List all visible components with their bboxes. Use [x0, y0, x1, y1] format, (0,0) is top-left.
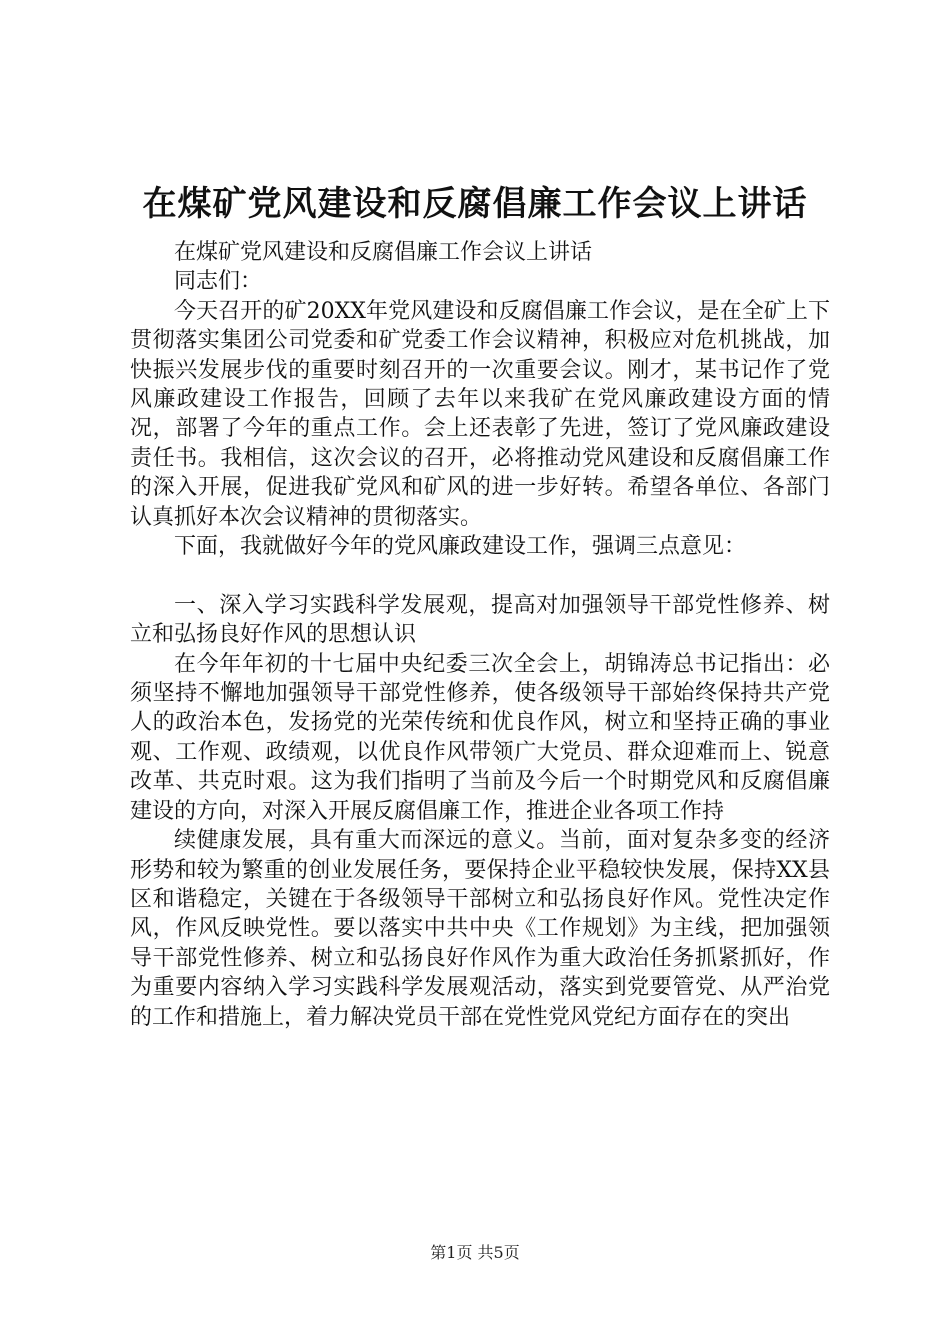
page-number: 第1页 共5页 [430, 1243, 520, 1262]
document-title: 在煤矿党风建设和反腐倡廉工作会议上讲话 [142, 184, 808, 224]
document-subtitle: 在煤矿党风建设和反腐倡廉工作会议上讲话 [174, 240, 593, 265]
paragraph-opening: 今天召开的矿20XX年党风建设和反腐倡廉工作会议，是在全矿上下贯彻落实集团公司党委和矿党委工作会议精神，积极应对危机挑战，加快振兴发展步伐的重要时刻召开的一次重要会议。刚才，某书记作了党风廉政建设工作报告，回顾了去年以来我矿在党风廉政建设方面的情况，部署了今年的重点工作。会上还表彰了先进，签订了党风廉政建设责任书。我相信，这次会议的召开，必将推动党风建设和反腐倡廉工作的深入开展，促进我矿党风和矿风的进一步好转。希望各单位、各部门认真抓好本次会议精神的贯彻落实。 [130, 298, 830, 530]
paragraph-section-1-a: 在今年年初的十七届中央纪委三次全会上，胡锦涛总书记指出：必须坚持不懈地加强领导干部党性修养，使各级领导干部始终保持共产党人的政治本色，发扬党的光荣传统和优良作风，树立和坚持正确的事业观、工作观、政绩观，以优良作风带领广大党员、群众迎难而上、锐意改革、共克时艰。这为我们指明了当前及今后一个时期党风和反腐倡廉建设的方向，对深入开展反腐倡廉工作，推进企业各项工作持 [130, 651, 830, 824]
section-heading-1: 一、深入学习实践科学发展观，提高对加强领导干部党性修养、树立和弘扬良好作风的思想认识 [130, 592, 830, 648]
document-body [130, 238, 830, 1032]
paragraph-intro-points: 下面，我就做好今年的党风廉政建设工作，强调三点意见： [174, 534, 747, 560]
paragraph-section-1-b: 续健康发展，具有重大而深远的意义。当前，面对复杂多变的经济形势和较为繁重的创业发展任务，要保持企业平稳较快发展，保持XX县区和谐稳定，关键在于各级领导干部树立和弘扬良好作风。党性决定作风，作风反映党性。要以落实中共中央《工作规划》为主线，把加强领导干部党性修养、树立和弘扬良好作风作为重大政治任务抓紧抓好，作为重要内容纳入学习实践科学发展观活动，落实到党要管党、从严治党的工作和措施上，着力解决党员干部在党性党风党纪方面存在的突出 [130, 828, 830, 1030]
salutation: 同志们： [174, 269, 263, 295]
